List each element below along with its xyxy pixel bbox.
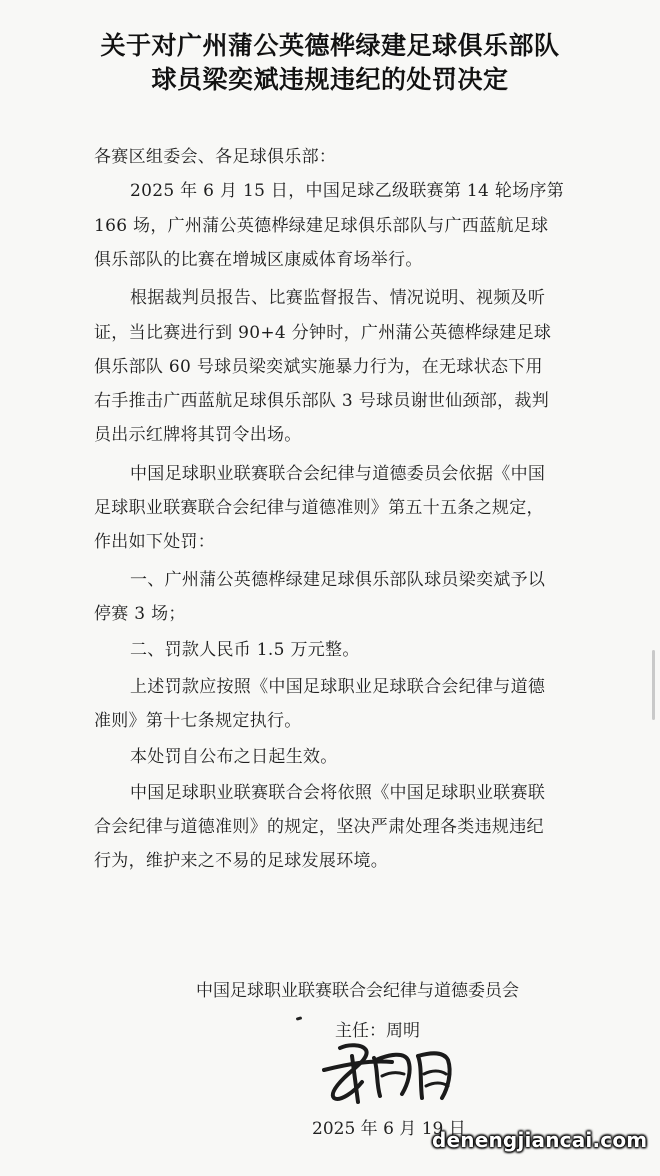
body-line: 足球职业联赛联合会纪律与道德准则》第五十五条之规定，	[94, 498, 544, 518]
penalty-item-1: 一、广州蒲公英德桦绿建足球俱乐部队球员梁奕斌予以	[130, 570, 546, 590]
body-line: 右手推击广西蓝航足球俱乐部队 3 号球员谢世仙颈部，裁判	[94, 391, 550, 411]
handwritten-signature	[318, 1038, 468, 1108]
body-line: 中国足球职业联赛联合会将依照《中国足球职业联赛联	[130, 783, 546, 803]
issuer-name: 中国足球职业联赛联合会纪律与道德委员会	[196, 981, 519, 1001]
penalty-item-1-cont: 停赛 3 场；	[94, 604, 186, 624]
body-line: 俱乐部队 60 号球员梁奕斌实施暴力行为，在无球状态下用	[94, 357, 543, 377]
ink-dot	[296, 1016, 303, 1020]
body-line: 准则》第十七条规定执行。	[94, 711, 302, 731]
document-title-line-1: 关于对广州蒲公英德桦绿建足球俱乐部队	[100, 31, 560, 60]
site-watermark: denengjiancai.com	[432, 1128, 648, 1152]
body-line: 作出如下处罚：	[94, 532, 216, 552]
salutation: 各赛区组委会、各足球俱乐部：	[94, 147, 337, 167]
body-line: 证，当比赛进行到 90+4 分钟时，广州蒲公英德桦绿建足球	[94, 323, 552, 343]
body-line: 行为，维护来之不易的足球发展环境。	[94, 851, 389, 871]
body-line: 上述罚款应按照《中国足球职业足球联合会纪律与道德	[130, 677, 546, 697]
body-line: 员出示红牌将其罚令出场。	[94, 425, 302, 445]
body-line: 本处罚自公布之日起生效。	[130, 747, 338, 767]
document-title-line-2: 球员梁奕斌违规违纪的处罚决定	[151, 65, 509, 94]
body-line: 166 场，广州蒲公英德桦绿建足球俱乐部队与广西蓝航足球	[94, 216, 549, 236]
document-date: 2025 年 6 月 19 日	[312, 1119, 466, 1139]
scroll-indicator[interactable]	[652, 650, 655, 720]
body-line: 中国足球职业联赛联合会纪律与道德委员会依据《中国	[130, 464, 546, 484]
penalty-item-2: 二、罚款人民币 1.5 万元整。	[130, 640, 360, 660]
body-line: 合会纪律与道德准则》的规定，坚决严肃处理各类违规违纪	[94, 817, 544, 837]
director-name: 主任：周明	[335, 1021, 420, 1041]
body-line: 根据裁判员报告、比赛监督报告、情况说明、视频及听	[130, 288, 546, 308]
body-line: 2025 年 6 月 15 日，中国足球乙级联赛第 14 轮场序第	[130, 181, 565, 201]
body-line: 俱乐部队的比赛在增城区康威体育场举行。	[94, 250, 423, 270]
